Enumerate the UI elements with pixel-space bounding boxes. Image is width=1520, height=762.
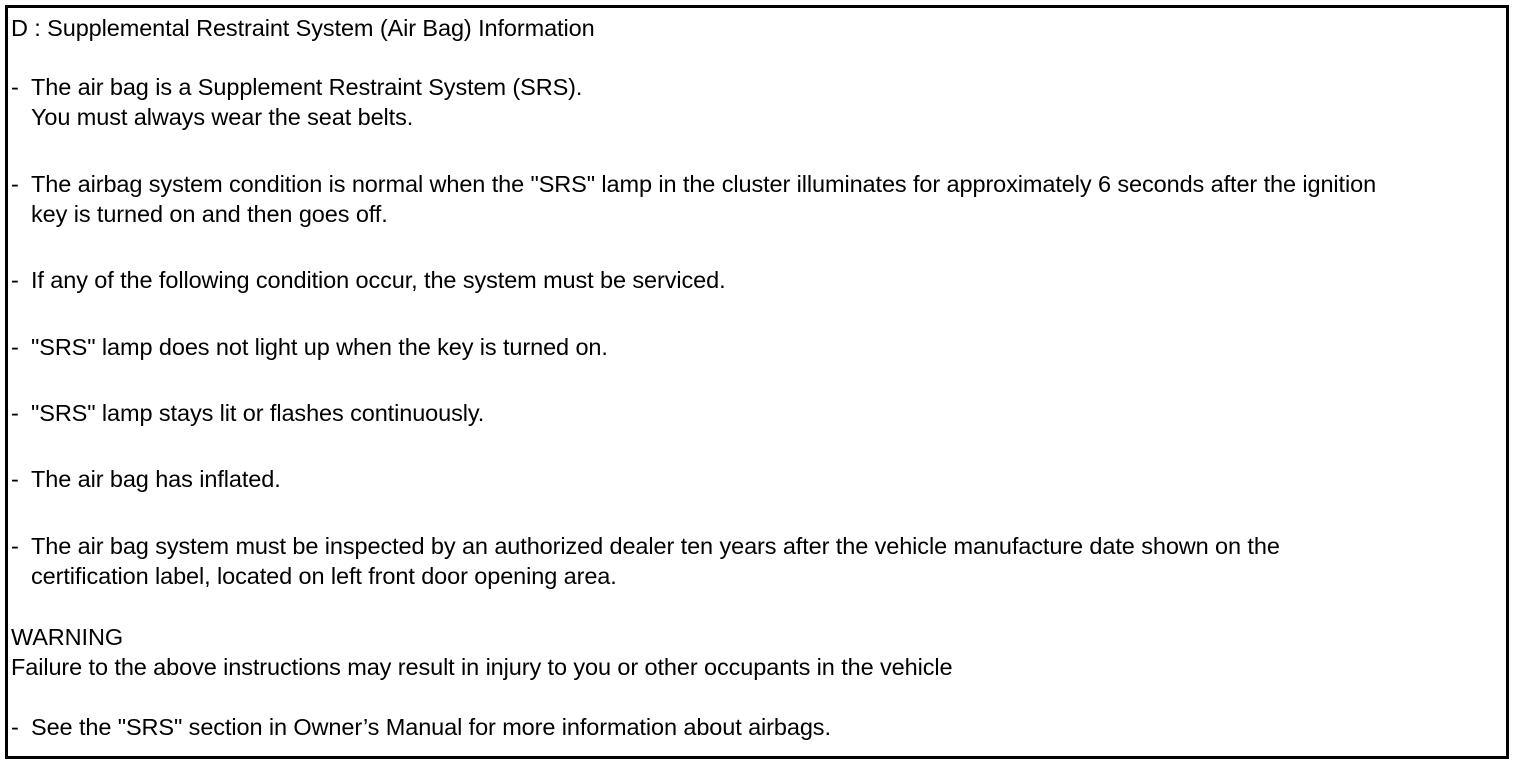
bullet-dash: - [11,334,19,360]
list-item-lamp-not-lit [11,332,608,362]
list-item-text: If any of the following condition occur, the system must be serviced. [31,267,726,293]
page-title: D : Supplemental Restraint System (Air Bag) Information [11,15,595,41]
bullet-dash: - [11,466,19,492]
list-item-service-required [11,265,726,295]
bullet-dash: - [11,267,19,293]
bullet-dash: - [11,533,19,559]
bullet-dash: - [11,714,19,740]
list-item-text: The airbag system condition is normal when the "SRS" lamp in the cluster illuminates for approximately 6 seconds after the ignition [31,171,1377,197]
footer-note [11,712,831,742]
bullet-dash: - [11,171,19,197]
footer-note-text: See the "SRS" section in Owner’s Manual for more information about airbags. [31,714,831,740]
list-item-normal-condition [11,169,1376,199]
warning-text: Failure to the above instructions may result in injury to you or other occupants in the vehicle [11,654,953,680]
list-item-srs-definition [11,72,582,102]
list-item-text: "SRS" lamp stays lit or flashes continuously. [31,400,485,426]
list-item-text: The air bag system must be inspected by an authorized dealer ten years after the vehicle manufacture date shown on the [31,533,1280,559]
list-item-continuation: key is turned on and then goes off. [31,201,388,227]
list-item-continuation: You must always wear the seat belts. [31,104,414,130]
list-item-text: The air bag is a Supplement Restraint System (SRS). [31,74,583,100]
list-item-inspection [11,531,1280,561]
list-item-lamp-flashes [11,398,484,428]
bullet-dash: - [11,400,19,426]
warning-heading: WARNING [11,624,124,650]
bullet-dash: - [11,74,19,100]
list-item-text: "SRS" lamp does not light up when the key is turned on. [31,334,608,360]
list-item-airbag-inflated [11,464,281,494]
list-item-continuation: certification label, located on left front door opening area. [31,563,617,589]
list-item-text: The air bag has inflated. [31,466,281,492]
